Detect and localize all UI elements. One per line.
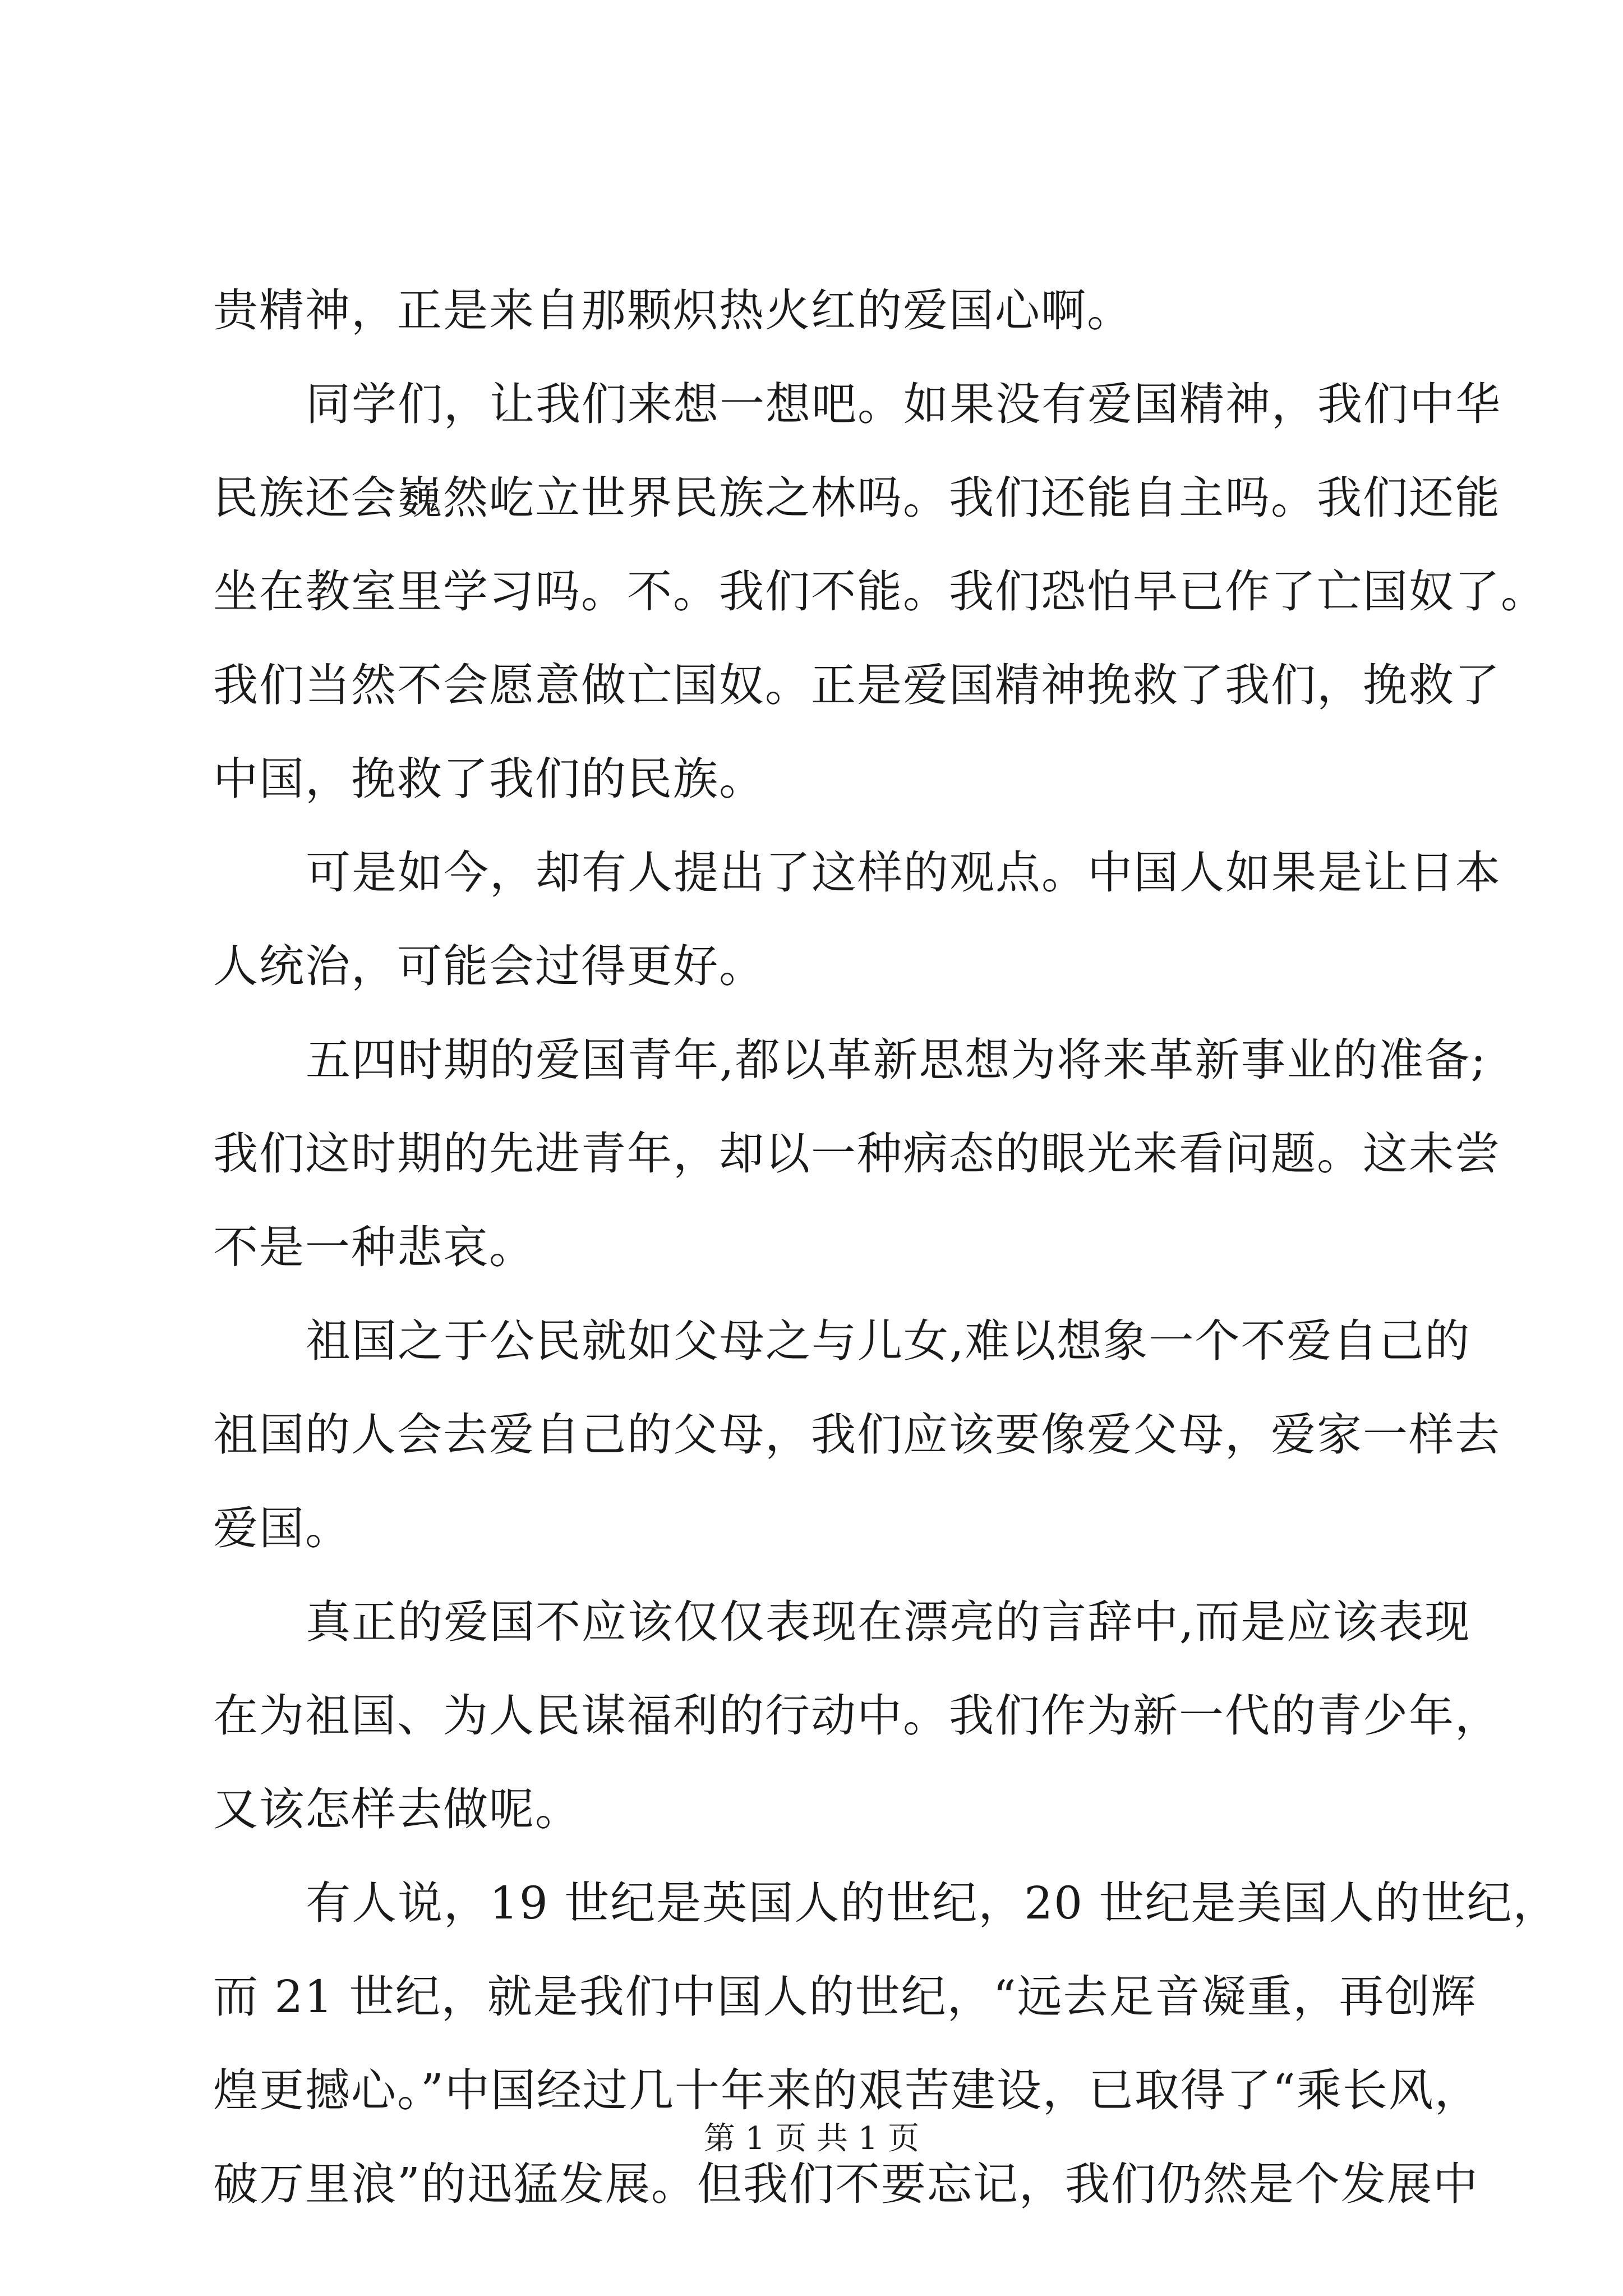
- text-line: 中国，挽救了我们的民族。: [213, 753, 765, 805]
- text-line: 又该怎样去做呢。: [213, 1783, 581, 1835]
- text-line: 爱国。: [213, 1502, 351, 1554]
- text-line: 祖国的人会去爱自己的父母，我们应该要像爱父母，爱家一样去: [213, 1409, 1501, 1461]
- text-line: 我们当然不会愿意做亡国奴。正是爱国精神挽救了我们，挽救了: [213, 659, 1501, 711]
- text-line: 祖国之于公民就如父母之与儿女,难以想象一个不爱自己的: [306, 1315, 1471, 1367]
- text-line: 破万里浪”的迅猛发展。但我们不要忘记，我们仍然是个发展中: [213, 2158, 1479, 2210]
- text-line: 真正的爱国不应该仅仅表现在漂亮的言辞中,而是应该表现: [306, 1596, 1471, 1648]
- text-line: 在为祖国、为人民谋福利的行动中。我们作为新一代的青少年，: [213, 1690, 1501, 1742]
- text-line: 同学们，让我们来想一想吧。如果没有爱国精神，我们中华: [306, 378, 1501, 430]
- text-line: 有人说，19 世纪是英国人的世纪，20 世纪是美国人的世纪，: [306, 1877, 1559, 1929]
- text-line: 贵精神，正是来自那颗炽热火红的爱国心啊。: [213, 284, 1133, 337]
- text-line: 人统治，可能会过得更好。: [213, 940, 765, 992]
- document-body: [213, 264, 1559, 2231]
- text-line: 五四时期的爱国青年,都以革新思想为将来革新事业的准备;: [306, 1034, 1487, 1086]
- text-line: 而 21 世纪，就是我们中国人的世纪，“远去足音凝重，再创辉: [213, 1971, 1477, 2023]
- text-line: 民族还会巍然屹立世界民族之林吗。我们还能自主吗。我们还能: [213, 472, 1501, 524]
- text-line: 可是如今，却有人提出了这样的观点。中国人如果是让日本: [306, 846, 1501, 899]
- text-line: 坐在教室里学习吗。不。我们不能。我们恐怕早已作了亡国奴了。: [213, 565, 1547, 618]
- page-footer: 第 1 页 共 1 页: [703, 2120, 920, 2157]
- text-line: 不是一种悲哀。: [213, 1221, 535, 1273]
- text-line: 煌更撼心。”中国经过几十年来的艰苦建设，已取得了“乘长风，: [213, 2064, 1481, 2116]
- text-line: 我们这时期的先进青年，却以一种病态的眼光来看问题。这未尝: [213, 1128, 1501, 1180]
